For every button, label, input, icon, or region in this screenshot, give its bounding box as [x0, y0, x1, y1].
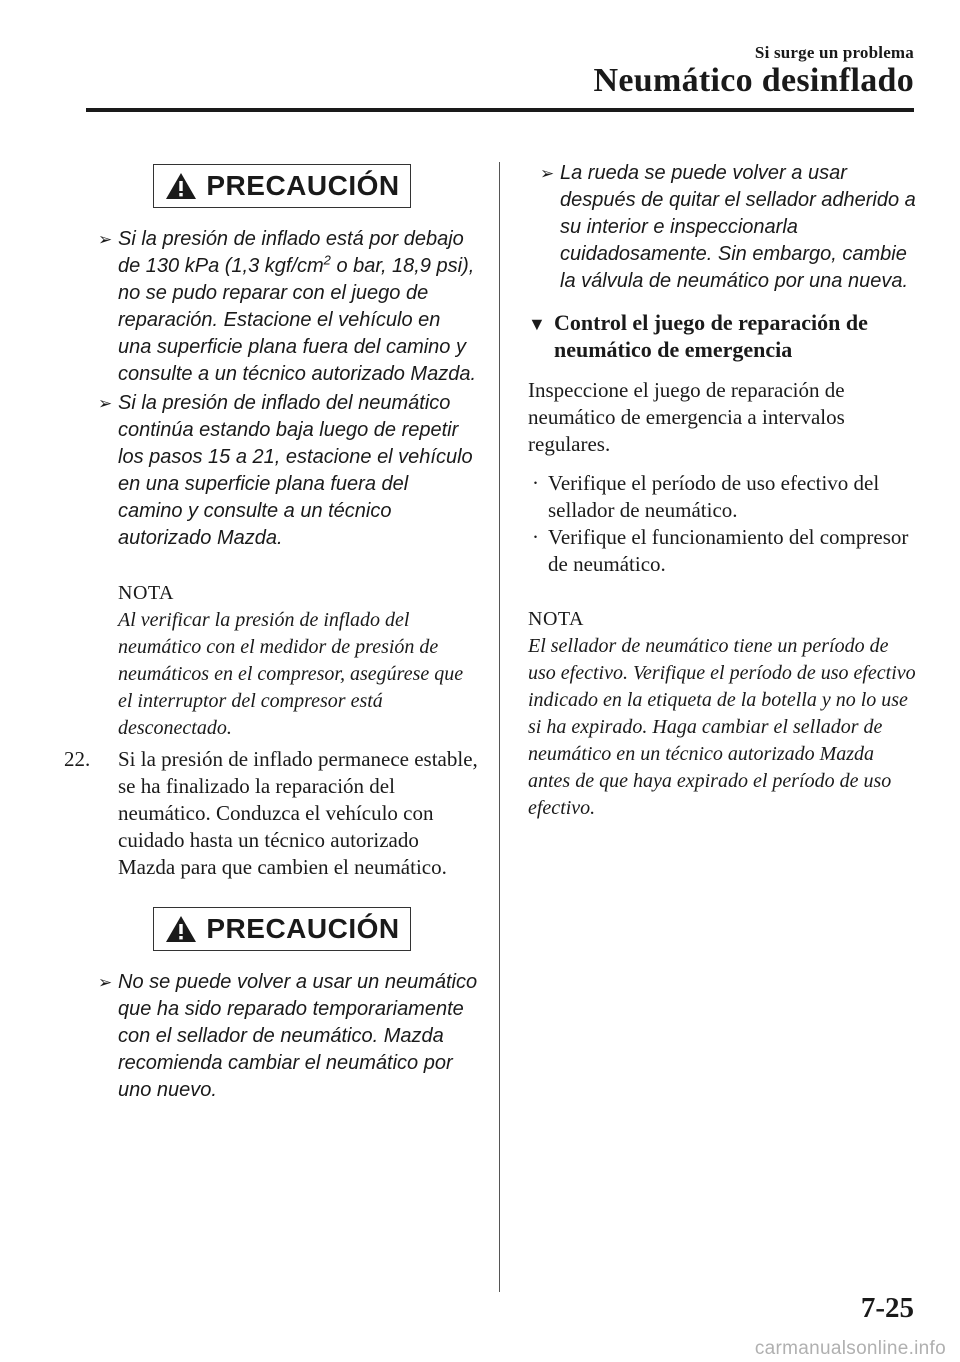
step-number: 22. — [64, 747, 91, 771]
section-heading — [528, 309, 920, 363]
caution-item-text: Si la presión de inflado del neumático continúa estando baja luego de repetir los pasos 15 a 21, estacione el vehículo en una superficie plana fuera del camino y consulte a un técnico autorizado Mazda. — [118, 392, 473, 549]
bullet-dot-icon: · — [532, 471, 539, 495]
arrow-bullet-icon: ➢ — [98, 230, 113, 249]
watermark: carmanualsonline.info — [754, 1338, 946, 1359]
bullet-dot-icon: · — [532, 525, 539, 549]
list-item-text: Verifique el funcionamiento del compresor de neumático. — [548, 525, 909, 576]
nota-title: NOTA — [528, 608, 584, 630]
warning-triangle-icon — [164, 171, 198, 201]
caution-item — [528, 160, 920, 295]
arrow-bullet-icon: ➢ — [98, 973, 113, 992]
step-22 — [64, 746, 478, 881]
nota-text: El sellador de neumático tiene un período de uso efectivo. Verifique el período de uso efectivo indicado en la etiqueta de la botella y no lo use si ha expirado. Haga cambiar el sellador de neumático en un técnico autorizado Mazda antes de que haya expirado el período de uso efectivo. — [528, 635, 916, 819]
caution-item — [86, 226, 478, 388]
chapter-title: Si surge un problema — [754, 43, 914, 62]
caution-1-list — [86, 226, 478, 552]
caution-item-text: Si la presión de inflado está por debajo de 130 kPa (1,3 kgf/cm — [118, 228, 464, 277]
section-intro: Inspeccione el juego de reparación de neumático de emergencia a intervalos regulares. — [528, 378, 845, 456]
page-number: 7-25 — [860, 1292, 914, 1324]
caution-item-text: No se puede volver a usar un neumático que ha sido reparado temporariamente con el sellador de neumático. Mazda recomienda cambiar el neumático por uno nuevo. — [118, 971, 478, 1101]
nota-title: NOTA — [118, 582, 174, 604]
column-divider — [499, 162, 500, 1292]
header-rule — [86, 108, 914, 112]
section-title: Control el juego de reparación de neumático de emergencia — [554, 310, 868, 362]
nota-text: Al verificar la presión de inflado del neumático con el medidor de presión de neumáticos en el compresor, asegúrese que el interruptor del compresor está desconectado. — [118, 609, 464, 739]
page-title: Neumático desinflado — [593, 62, 914, 99]
caution-box-2 — [153, 907, 411, 951]
caution-label: PRECAUCIÓN — [206, 170, 400, 201]
superscript: 2 — [323, 252, 331, 268]
list-item-text: Verifique el período de uso efectivo del sellador de neumático. — [548, 471, 880, 522]
section-triangle-icon: ▼ — [528, 314, 546, 334]
arrow-bullet-icon: ➢ — [98, 394, 113, 413]
caution-2-list — [86, 969, 478, 1104]
bullet-list — [528, 470, 920, 578]
caution-item-text: La rueda se puede volver a usar después de quitar el sellador adherido a su interior e inspeccionarla cuidadosamente. Sin embargo, cambie la válvula de neumático por una nueva. — [560, 162, 916, 292]
warning-triangle-icon — [164, 914, 198, 944]
caution-item — [86, 390, 478, 552]
nota-block-left — [118, 580, 478, 742]
list-item — [528, 470, 920, 524]
caution-box-1 — [153, 164, 411, 208]
nota-block-right — [528, 606, 920, 822]
caution-item-text-cont: o bar, 18,9 psi), no se pudo reparar con el juego de reparación. Estacione el vehículo en una superficie plana fuera del camino y consulte a un técnico autorizado Mazda. — [118, 255, 476, 385]
right-column — [528, 160, 920, 822]
caution-item — [86, 969, 478, 1104]
caution-continued-list — [528, 160, 920, 295]
caution-label: PRECAUCIÓN — [206, 913, 400, 944]
step-text: Si la presión de inflado permanece estable, se ha finalizado la reparación del neumático. Conduzca el vehículo con cuidado hasta un técnico autorizado Mazda para que cambien el neumático. — [118, 747, 478, 879]
left-column — [64, 160, 478, 1106]
list-item — [528, 524, 920, 578]
arrow-bullet-icon: ➢ — [540, 164, 555, 183]
